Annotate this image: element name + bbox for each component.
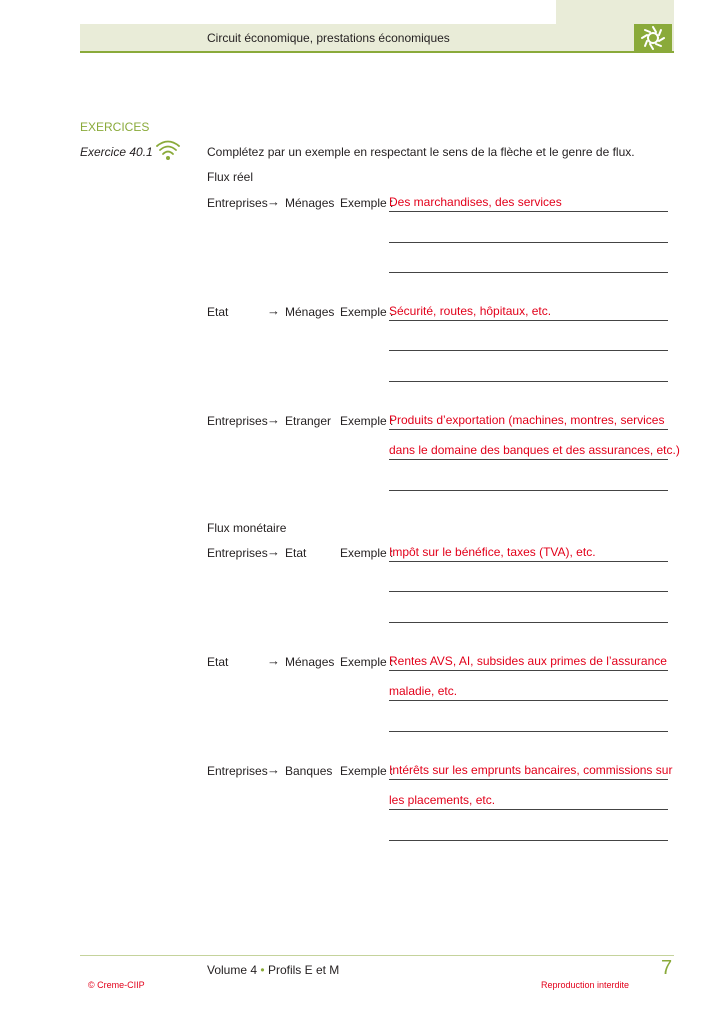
exercise-label: Exercice 40.1 xyxy=(80,145,153,159)
flow-source: Etat xyxy=(207,655,229,669)
answer-line[interactable] xyxy=(389,443,680,460)
arrow-right-icon: → xyxy=(267,544,280,559)
flow-target: Ménages xyxy=(285,305,335,319)
arrow-right-icon: → xyxy=(267,194,280,209)
copyright-text: © Creme-CIIP xyxy=(88,980,145,990)
bullet-separator: • xyxy=(260,963,265,977)
answer-text: dans le domaine des banques et des assurances, etc.) xyxy=(389,443,680,457)
example-label: Exemple : xyxy=(340,546,394,560)
example-label: Exemple : xyxy=(340,655,394,669)
flow-target: Etranger xyxy=(285,414,332,428)
answer-line[interactable] xyxy=(389,365,668,382)
example-label: Exemple : xyxy=(340,196,394,210)
flow-source: Entreprises xyxy=(207,764,268,778)
exercise-instruction: Complétez par un exemple en respectant le sens de la flèche et le genre de flux. xyxy=(207,145,635,159)
page-number: 7 xyxy=(661,957,673,979)
answer-text: Des marchandises, des services xyxy=(389,195,562,209)
answer-text: les placements, etc. xyxy=(389,793,496,807)
answer-line[interactable] xyxy=(389,474,668,491)
flux-monetaire-heading: Flux monétaire xyxy=(207,521,287,535)
answer-line[interactable] xyxy=(389,763,673,780)
answer-line[interactable] xyxy=(389,793,668,810)
flow-target: Ménages xyxy=(285,196,335,210)
answer-line[interactable] xyxy=(389,654,668,671)
arrow-right-icon: → xyxy=(267,762,280,777)
header-tab xyxy=(556,0,674,24)
answer-line[interactable] xyxy=(389,684,668,701)
profiles-label: Profils E et M xyxy=(267,963,340,977)
answer-line[interactable] xyxy=(389,824,668,841)
arrow-right-icon: → xyxy=(267,412,280,427)
answer-line[interactable] xyxy=(389,606,668,623)
example-label: Exemple : xyxy=(340,764,394,778)
example-label: Exemple : xyxy=(340,305,394,319)
flow-target: Etat xyxy=(285,546,307,560)
volume-label: Volume 4 xyxy=(207,963,258,977)
flux-reel-heading: Flux réel xyxy=(207,170,254,184)
flow-source: Entreprises xyxy=(207,546,268,560)
answer-line[interactable] xyxy=(389,195,668,212)
wifi-icon xyxy=(155,138,181,162)
answer-text: Produits d’exportation (machines, montres, services xyxy=(389,413,665,427)
example-label: Exemple : xyxy=(340,414,394,428)
section-label: EXERCICES xyxy=(80,120,150,134)
flow-target: Ménages xyxy=(285,655,335,669)
sun-logo-icon xyxy=(634,24,672,51)
flow-source: Entreprises xyxy=(207,196,268,210)
answer-line[interactable] xyxy=(389,575,668,592)
answer-line[interactable] xyxy=(389,715,668,732)
flow-source: Etat xyxy=(207,305,229,319)
answer-line[interactable] xyxy=(389,304,668,321)
footer-divider xyxy=(80,955,674,956)
answer-text: Impôt sur le bénéfice, taxes (TVA), etc. xyxy=(389,545,596,559)
answer-text: Intérêts sur les emprunts bancaires, commissions sur xyxy=(389,763,673,777)
page-header-title: Circuit économique, prestations économiques xyxy=(207,31,450,45)
flow-source: Entreprises xyxy=(207,414,268,428)
answer-line[interactable] xyxy=(389,226,668,243)
answer-line[interactable] xyxy=(389,256,668,273)
footer-volume xyxy=(207,963,339,977)
arrow-right-icon: → xyxy=(267,303,280,318)
arrow-right-icon: → xyxy=(267,653,280,668)
answer-text: Rentes AVS, AI, subsides aux primes de l’assurance xyxy=(389,654,667,668)
answer-text: Sécurité, routes, hôpitaux, etc. xyxy=(389,304,552,318)
flow-target: Banques xyxy=(285,764,333,778)
answer-text: maladie, etc. xyxy=(389,684,458,698)
reproduction-notice: Reproduction interdite xyxy=(541,980,630,990)
answer-line[interactable] xyxy=(389,334,668,351)
answer-line[interactable] xyxy=(389,413,668,430)
answer-line[interactable] xyxy=(389,545,668,562)
